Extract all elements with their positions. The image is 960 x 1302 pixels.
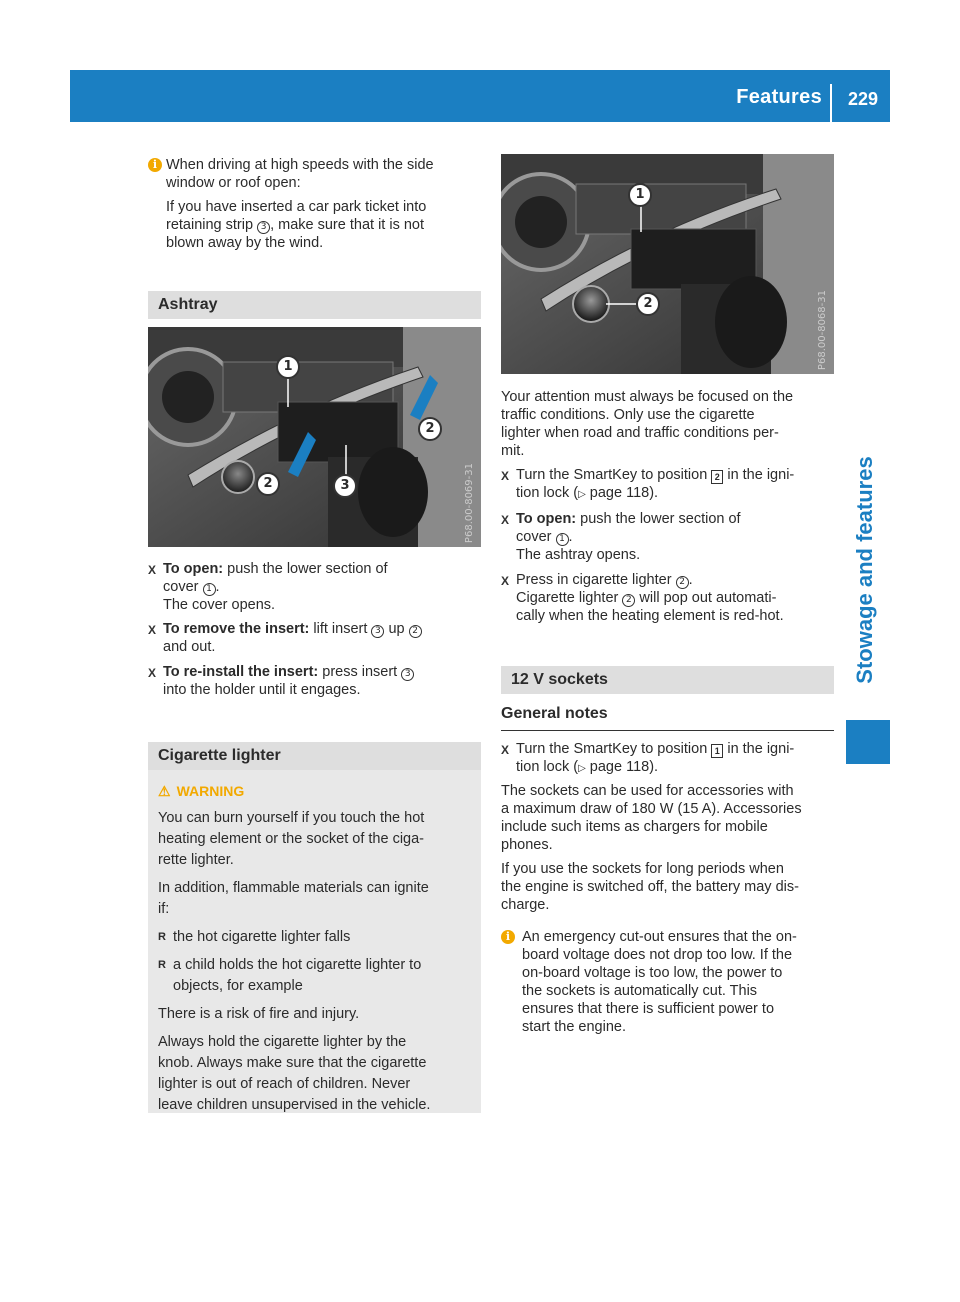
step-smartkey-position-1 <box>501 740 836 776</box>
text-fragment: in the igni- <box>723 741 795 757</box>
text-line <box>516 484 794 504</box>
text-fragment: push the lower section of <box>576 511 741 527</box>
text-fragment: up <box>384 621 409 637</box>
text-line: objects, for example <box>173 978 303 994</box>
warning-label: WARNING <box>176 783 245 799</box>
page-ref-icon: ▷ <box>578 489 586 500</box>
text-line <box>516 466 794 484</box>
text-fragment: page 118). <box>585 485 659 501</box>
text-fragment: Turn the SmartKey to position <box>516 741 712 757</box>
callout-1: 1 <box>556 533 569 546</box>
section-heading-cigarette-lighter <box>148 742 481 770</box>
header-title: Features <box>736 86 822 108</box>
text-line: If you use the sockets for long periods when <box>501 861 784 877</box>
text-fragment: cover <box>163 579 203 595</box>
text-line: lighter is out of reach of children. Never <box>158 1076 411 1092</box>
step-arrow-icon: X <box>501 513 510 527</box>
sockets-paragraph <box>501 782 836 914</box>
text-line: and out. <box>163 639 216 655</box>
text-fragment: press insert <box>318 664 402 680</box>
text-line: phones. <box>501 837 553 853</box>
text-fragment: retaining strip <box>166 217 258 233</box>
text-fragment: Cigarette lighter <box>516 590 623 606</box>
step-label: To open: <box>516 511 577 527</box>
text-fragment: Press in cigarette lighter <box>516 572 676 588</box>
text-line: The sockets can be used for accessories with <box>501 783 794 799</box>
step-smartkey-position-2 <box>501 466 836 502</box>
cigarette-lighter-illustration <box>501 154 834 374</box>
step-arrow-icon: X <box>501 743 510 757</box>
text-line <box>516 758 794 778</box>
warning-body <box>158 808 476 1116</box>
photo-code: P68.00-8068-31 <box>817 289 828 370</box>
text-line: You can burn yourself if you touch the hot <box>158 810 425 826</box>
step-arrow-icon: X <box>501 469 510 483</box>
text-fragment: push the lower section of <box>223 561 388 577</box>
side-tab-marker <box>846 720 890 764</box>
page-header-bar <box>70 70 890 122</box>
cigarette-lighter-photo <box>501 154 834 374</box>
text-fragment: , make sure that it is not <box>270 217 425 233</box>
step-reinstall-insert <box>148 663 483 699</box>
heading-text: Cigarette lighter <box>158 747 281 764</box>
text-line: window or roof open: <box>166 175 301 191</box>
warning-box <box>148 770 481 1113</box>
callout-2: 2 <box>622 594 635 607</box>
page-number: 229 <box>847 89 878 109</box>
text-line: cover 1 . <box>163 579 220 595</box>
text-line: When driving at high speeds with the side <box>166 157 434 173</box>
bullet-item <box>158 927 476 948</box>
text-line: include such items as chargers for mobile <box>501 819 768 835</box>
text-line: start the engine. <box>522 1019 626 1035</box>
info-icon: i <box>501 930 515 944</box>
header-separator <box>830 84 832 122</box>
text-line: into the holder until it engages. <box>163 682 361 698</box>
callout-3: 3 <box>257 221 270 234</box>
text-fragment: page 118). <box>585 759 659 775</box>
callout-1: 1 <box>628 183 652 207</box>
callout-3: 3 <box>333 474 357 498</box>
step-open-ashtray <box>501 510 836 564</box>
subheading-general-notes <box>501 705 834 731</box>
text-fragment: Turn the SmartKey to position <box>516 467 712 483</box>
text-line <box>163 620 422 638</box>
text-fragment: the hot cigarette lighter falls <box>173 929 351 945</box>
step-press-lighter <box>501 571 836 625</box>
side-tab-label: Stowage and features <box>852 456 877 684</box>
text-line: blown away by the wind. <box>166 235 324 251</box>
text-line: An emergency cut-out ensures that the on- <box>522 929 797 945</box>
subheading-text: General notes <box>501 705 608 722</box>
text-line: cally when the heating element is red-hot. <box>516 608 784 624</box>
text-line: on-board voltage is too low, the power to <box>522 965 783 981</box>
step-label: To open: <box>163 561 224 577</box>
text-line: In addition, flammable materials can ignite <box>158 880 429 896</box>
section-heading-12v-sockets <box>501 666 834 694</box>
photo-code: P68.00-8069-31 <box>464 462 475 543</box>
text-line: the engine is switched off, the battery may dis- <box>501 879 799 895</box>
text-line: board voltage does not drop too low. If the <box>522 947 793 963</box>
text-line: if: <box>158 901 170 917</box>
position-1-icon: 1 <box>711 744 723 758</box>
callout-3: 3 <box>401 668 414 681</box>
position-2-icon: 2 <box>711 470 723 484</box>
callout-2: 2 <box>676 576 689 589</box>
bullet-icon: R <box>158 959 166 971</box>
warning-triangle-icon: ⚠ <box>158 783 171 799</box>
warning-title <box>158 782 244 800</box>
text-fragment: cover <box>516 529 556 545</box>
text-line: lighter when road and traffic conditions per- <box>501 425 779 441</box>
text-fragment: will pop out automati- <box>635 590 777 606</box>
text-line: There is a risk of fire and injury. <box>158 1006 360 1022</box>
text-line <box>163 560 388 578</box>
text-line: knob. Always make sure that the cigarette <box>158 1055 427 1071</box>
text-fragment: in the igni- <box>723 467 795 483</box>
text-line: the sockets is automatically cut. This <box>522 983 758 999</box>
text-line: leave children unsupervised in the vehicle. <box>158 1097 431 1113</box>
text-line: traffic conditions. Only use the cigarette <box>501 407 755 423</box>
step-arrow-icon: X <box>148 666 157 680</box>
info-note-emergency-cutout <box>501 928 836 1036</box>
step-arrow-icon: X <box>148 623 157 637</box>
text-line: Press in cigarette lighter 2 . <box>516 572 693 588</box>
callout-2: 2 <box>256 472 280 496</box>
text-fragment: tion lock ( <box>516 759 579 775</box>
text-line: Your attention must always be focused on the <box>501 389 794 405</box>
text-line: charge. <box>501 897 550 913</box>
text-line: a maximum draw of 180 W (15 A). Accessories <box>501 801 802 817</box>
text-line: ensures that there is sufficient power to <box>522 1001 775 1017</box>
text-line: The ashtray opens. <box>516 547 641 563</box>
info-note-wind <box>148 156 483 252</box>
ashtray-photo <box>148 327 481 547</box>
step-arrow-icon: X <box>148 563 157 577</box>
info-icon: i <box>148 158 162 172</box>
heading-text: Ashtray <box>158 296 218 313</box>
bullet-item <box>158 955 476 997</box>
step-label: To remove the insert: <box>163 621 310 637</box>
step-arrow-icon: X <box>501 574 510 588</box>
text-line: cover 1 . <box>516 529 573 545</box>
bullet-icon: R <box>158 931 166 943</box>
callout-3: 3 <box>371 625 384 638</box>
callout-1: 1 <box>203 583 216 596</box>
step-label: To re-install the insert: <box>163 664 319 680</box>
step-open <box>148 560 483 614</box>
text-fragment: tion lock ( <box>516 485 579 501</box>
section-heading-ashtray <box>148 291 481 319</box>
text-line <box>166 216 483 234</box>
text-line: mit. <box>501 443 525 459</box>
text-line: heating element or the socket of the ciga- <box>158 831 424 847</box>
attention-paragraph <box>501 388 836 460</box>
step-remove-insert <box>148 620 483 656</box>
text-line: a child holds the hot cigarette lighter to <box>173 957 422 973</box>
text-line: rette lighter. <box>158 852 234 868</box>
callout-1: 1 <box>276 355 300 379</box>
side-tab <box>847 430 883 710</box>
callout-2: 2 <box>636 292 660 316</box>
text-line: The cover opens. <box>163 597 276 613</box>
callout-2: 2 <box>409 625 422 638</box>
text-line <box>516 510 741 528</box>
text-line <box>516 740 794 758</box>
text-line: If you have inserted a car park ticket into <box>166 199 427 215</box>
text-line <box>163 663 414 681</box>
callout-2: 2 <box>418 417 442 441</box>
page-ref-icon: ▷ <box>578 763 586 774</box>
text-line: Always hold the cigarette lighter by the <box>158 1034 407 1050</box>
heading-text: 12 V sockets <box>511 671 608 688</box>
text-fragment: lift insert <box>309 621 372 637</box>
text-line <box>516 589 784 607</box>
